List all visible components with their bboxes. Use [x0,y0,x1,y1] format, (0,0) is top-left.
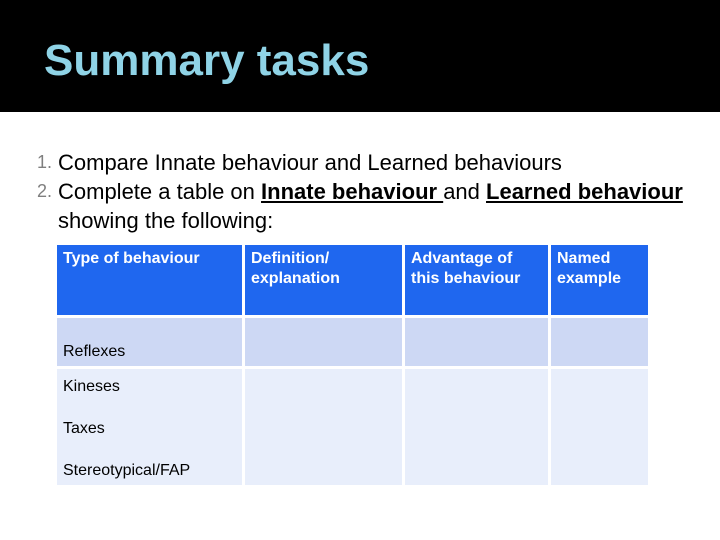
table-cell [244,317,404,368]
list-number: 1. [36,152,52,172]
list-item [14,177,714,235]
table-cell [550,368,650,487]
table-row [56,317,650,368]
table-cell [404,317,550,368]
table-cell [56,368,244,487]
row-label: Taxes [63,420,105,437]
slide-title: Summary tasks [44,36,370,85]
task-text-emphasis: Innate behaviour [261,179,444,204]
table-row [56,368,650,487]
table-cell [404,368,550,487]
task-text-emphasis: Learned behaviour [486,179,683,204]
task-text-part: and [443,179,487,204]
table-cell [56,317,244,368]
task-text-part: Complete a table on [58,179,262,204]
table-header-cell: Definition/ explanation [244,244,404,317]
behaviour-table [54,242,651,488]
table-cell [550,317,650,368]
list-number: 2. [36,181,52,201]
row-label: Stereotypical/FAP [63,462,191,479]
table-cell [244,368,404,487]
table-header-cell: Advantage of this behaviour [404,244,550,317]
row-label: Kineses [63,378,120,395]
task-list [14,148,714,235]
row-label: Reflexes [63,343,126,360]
table-header-row [56,244,650,317]
table-header-cell: Type of behaviour [56,244,244,317]
table-header-cell: Named example [550,244,650,317]
task-text-part: showing the following: [58,208,274,233]
list-item [14,148,714,177]
task-text: Compare Innate behaviour and Learned behaviours [58,150,562,175]
title-bar [0,0,720,112]
